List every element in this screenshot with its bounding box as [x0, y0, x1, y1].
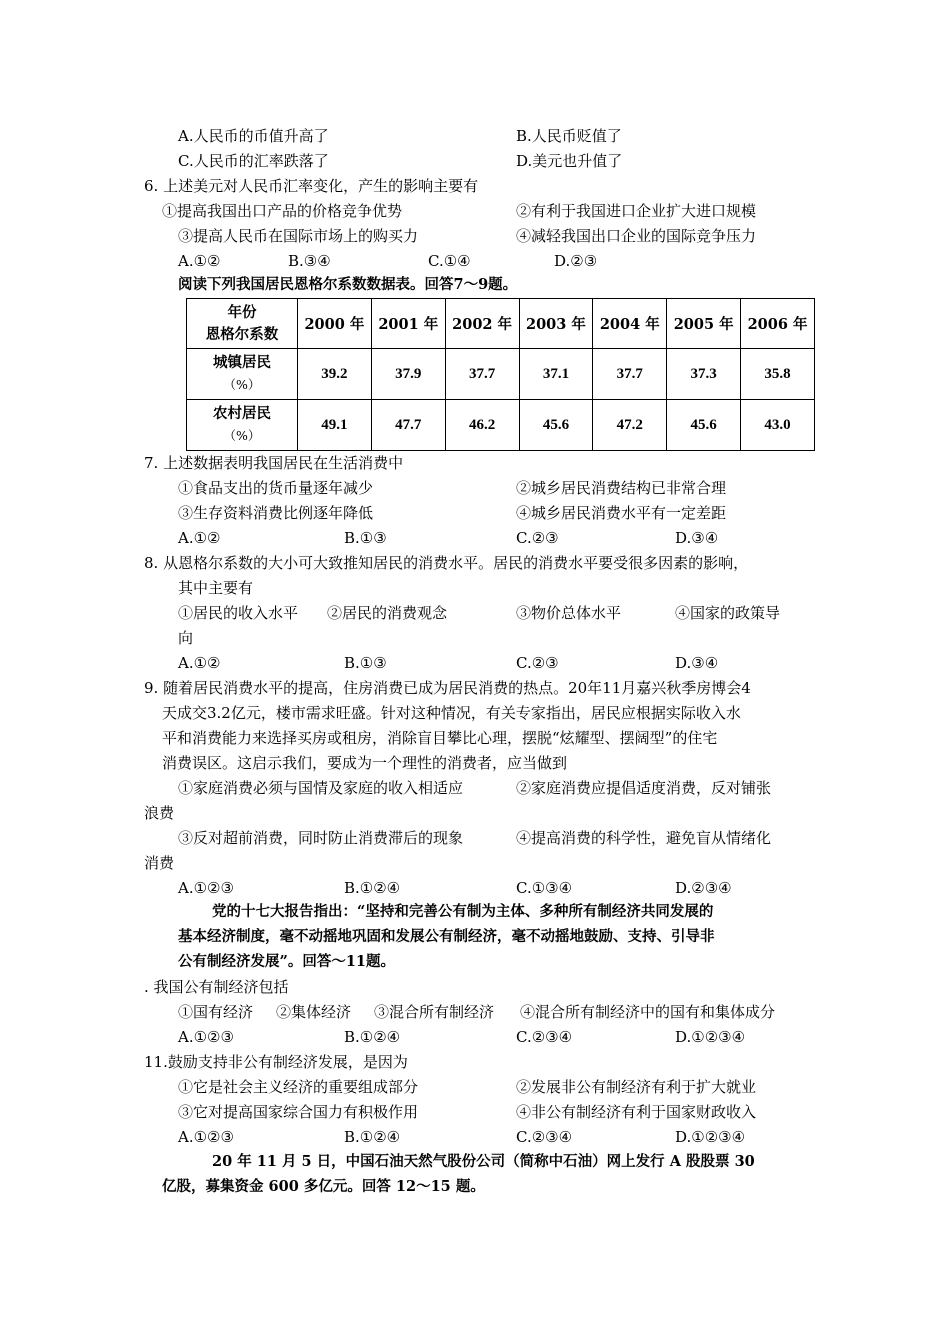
table-cell: 43.0 — [741, 400, 815, 451]
table-cell: 37.9 — [371, 349, 445, 400]
q9-item-2: ②家庭消费应提倡适度消费，反对铺张 — [516, 779, 772, 797]
q11-option-a: A.①②③ — [178, 1128, 234, 1146]
q6-item-3: ③提高人民币在国际市场上的购买力 — [178, 227, 419, 245]
q6-option-a: A.①② — [178, 252, 221, 270]
passage1-line: 基本经济制度，毫不动摇地巩固和发展公有制经济，毫不动摇地鼓励、支持、引导非 — [178, 928, 715, 945]
q11-item-4: ④非公有制经济有利于国家财政收入 — [516, 1103, 757, 1121]
table-cell: 35.8 — [741, 349, 815, 400]
table-cell: 37.7 — [445, 349, 519, 400]
year-header: 2001 年 — [371, 299, 445, 349]
year-header: 2003 年 — [519, 299, 593, 349]
row-header-rural — [187, 400, 298, 451]
passage1-line: 党的十七大报告指出：“坚持和完善公有制为主体、多种所有制经济共同发展的 — [212, 903, 714, 920]
q8-item-2: ②居民的消费观念 — [327, 604, 448, 622]
q8-item-3: ③物价总体水平 — [516, 604, 622, 622]
passage2-line: 亿股，募集资金 600 多亿元。回答 12～15 题。 — [162, 1178, 485, 1195]
q11-item-1: ①它是社会主义经济的重要组成部分 — [178, 1078, 419, 1096]
q10-option-c: C.②③④ — [516, 1028, 573, 1046]
q9-item-4-cont: 消费 — [144, 854, 175, 872]
q11-option-d: D.①②③④ — [675, 1128, 746, 1146]
row-unit: （%） — [223, 428, 261, 443]
q8-stem: 8. 从恩格尔系数的大小可大致推知居民的消费水平。居民的消费水平要受很多因素的影响， — [144, 554, 749, 572]
q7-option-a: A.①② — [178, 529, 221, 547]
passage1-line: 公有制经济发展”。回答～11题。 — [178, 953, 396, 970]
q9-stem-line: 平和消费能力来选择买房或租房，消除盲目攀比心理，摆脱“炫耀型、摆阔型”的住宅 — [162, 729, 718, 747]
table-intro: 阅读下列我国居民恩格尔系数数据表。回答7～9题。 — [178, 276, 518, 293]
q9-option-a: A.①②③ — [178, 879, 234, 897]
q7-stem: 7. 上述数据表明我国居民在生活消费中 — [144, 454, 404, 472]
q11-option-b: B.①②④ — [344, 1128, 401, 1146]
q8-option-c: C.②③ — [516, 654, 559, 672]
table-cell: 46.2 — [445, 400, 519, 451]
year-header: 2002 年 — [445, 299, 519, 349]
q8-stem-cont: 其中主要有 — [178, 579, 254, 597]
q8-item-4: ④国家的政策导 — [675, 604, 781, 622]
q7-option-b: B.①③ — [344, 529, 387, 547]
q9-item-2-cont: 浪费 — [144, 804, 175, 822]
q9-option-b: B.①②④ — [344, 879, 401, 897]
q9-option-d: D.②③④ — [675, 879, 732, 897]
q10-item-2: ②集体经济 — [276, 1003, 352, 1021]
q8-item-1: ①居民的收入水平 — [178, 604, 299, 622]
q10-option-d: D.①②③④ — [675, 1028, 746, 1046]
q10-stem: . 我国公有制经济包括 — [144, 978, 289, 996]
q11-stem: 11.鼓励支持非公有制经济发展，是因为 — [144, 1053, 408, 1071]
row-label: 农村居民 — [213, 405, 271, 422]
q9-item-1: ①家庭消费必须与国情及家庭的收入相适应 — [178, 779, 464, 797]
q9-option-c: C.①③④ — [516, 879, 573, 897]
q6-option-c: C.①④ — [428, 252, 471, 270]
q10-item-1: ①国有经济 — [178, 1003, 254, 1021]
q6-item-4: ④减轻我国出口企业的国际竞争压力 — [516, 227, 757, 245]
q7-option-d: D.③④ — [675, 529, 719, 547]
table-row-rural — [187, 400, 815, 451]
table-cell: 47.2 — [593, 400, 667, 451]
q6-option-b: B.③④ — [288, 252, 331, 270]
table-cell: 37.3 — [667, 349, 741, 400]
year-header: 2000 年 — [298, 299, 372, 349]
row-header-urban — [187, 349, 298, 400]
q6-item-2: ②有利于我国进口企业扩大进口规模 — [516, 202, 757, 220]
table-cell: 49.1 — [298, 400, 372, 451]
table-cell: 45.6 — [519, 400, 593, 451]
q9-item-4: ④提高消费的科学性，避免盲从情绪化 — [516, 829, 772, 847]
q5-option-b: B.人民币贬值了 — [516, 127, 622, 145]
q11-item-2: ②发展非公有制经济有利于扩大就业 — [516, 1078, 757, 1096]
table-cell: 37.7 — [593, 349, 667, 400]
q6-option-d: D.②③ — [554, 252, 598, 270]
corner-bottom-label: 恩格尔系数 — [205, 325, 279, 343]
q9-stem-line: 9. 随着居民消费水平的提高，住房消费已成为居民消费的热点。20年11月嘉兴秋季房博会4 — [144, 679, 751, 697]
table-cell: 37.1 — [519, 349, 593, 400]
q10-item-3: ③混合所有制经济 — [374, 1003, 495, 1021]
year-header: 2004 年 — [593, 299, 667, 349]
table-cell: 39.2 — [298, 349, 372, 400]
row-label: 城镇居民 — [213, 354, 271, 371]
q5-option-c: C.人民币的汇率跌落了 — [178, 152, 329, 170]
q7-item-1: ①食品支出的货币量逐年减少 — [178, 479, 374, 497]
q6-stem: 6. 上述美元对人民币汇率变化，产生的影响主要有 — [144, 177, 479, 195]
table-cell: 45.6 — [667, 400, 741, 451]
year-header: 2006 年 — [741, 299, 815, 349]
passage2-line: 20 年 11 月 5 日，中国石油天然气股份公司（简称中石油）网上发行 A 股股票 30 — [212, 1153, 755, 1170]
q8-option-b: B.①③ — [344, 654, 387, 672]
year-header: 2005 年 — [667, 299, 741, 349]
table-corner-header — [187, 299, 298, 349]
q6-item-1: ①提高我国出口产品的价格竞争优势 — [162, 202, 403, 220]
q11-option-c: C.②③④ — [516, 1128, 573, 1146]
q11-item-3: ③它对提高国家综合国力有积极作用 — [178, 1103, 419, 1121]
q8-item-4-cont: 向 — [178, 629, 194, 647]
q8-option-d: D.③④ — [675, 654, 719, 672]
q5-option-d: D.美元也升值了 — [516, 152, 623, 170]
q7-item-3: ③生存资料消费比例逐年降低 — [178, 504, 374, 522]
table-cell: 47.7 — [371, 400, 445, 451]
q8-option-a: A.①② — [178, 654, 221, 672]
q9-stem-line: 消费误区。这启示我们，要成为一个理性的消费者，应当做到 — [162, 754, 568, 772]
q10-item-4: ④混合所有制经济中的国有和集体成分 — [520, 1003, 776, 1021]
q9-item-3: ③反对超前消费，同时防止消费滞后的现象 — [178, 829, 464, 847]
q7-item-4: ④城乡居民消费水平有一定差距 — [516, 504, 727, 522]
q7-option-c: C.②③ — [516, 529, 559, 547]
q5-option-a: A.人民币的币值升高了 — [178, 127, 329, 145]
q9-stem-line: 天成交3.2亿元，楼市需求旺盛。针对这种情况，有关专家指出，居民应根据实际收入水 — [162, 704, 741, 722]
q10-option-a: A.①②③ — [178, 1028, 234, 1046]
q10-option-b: B.①②④ — [344, 1028, 401, 1046]
q7-item-2: ②城乡居民消费结构已非常合理 — [516, 479, 727, 497]
table-row-urban — [187, 349, 815, 400]
engel-coefficient-table — [186, 298, 815, 451]
corner-top-label: 年份 — [227, 303, 257, 321]
row-unit: （%） — [223, 377, 261, 392]
